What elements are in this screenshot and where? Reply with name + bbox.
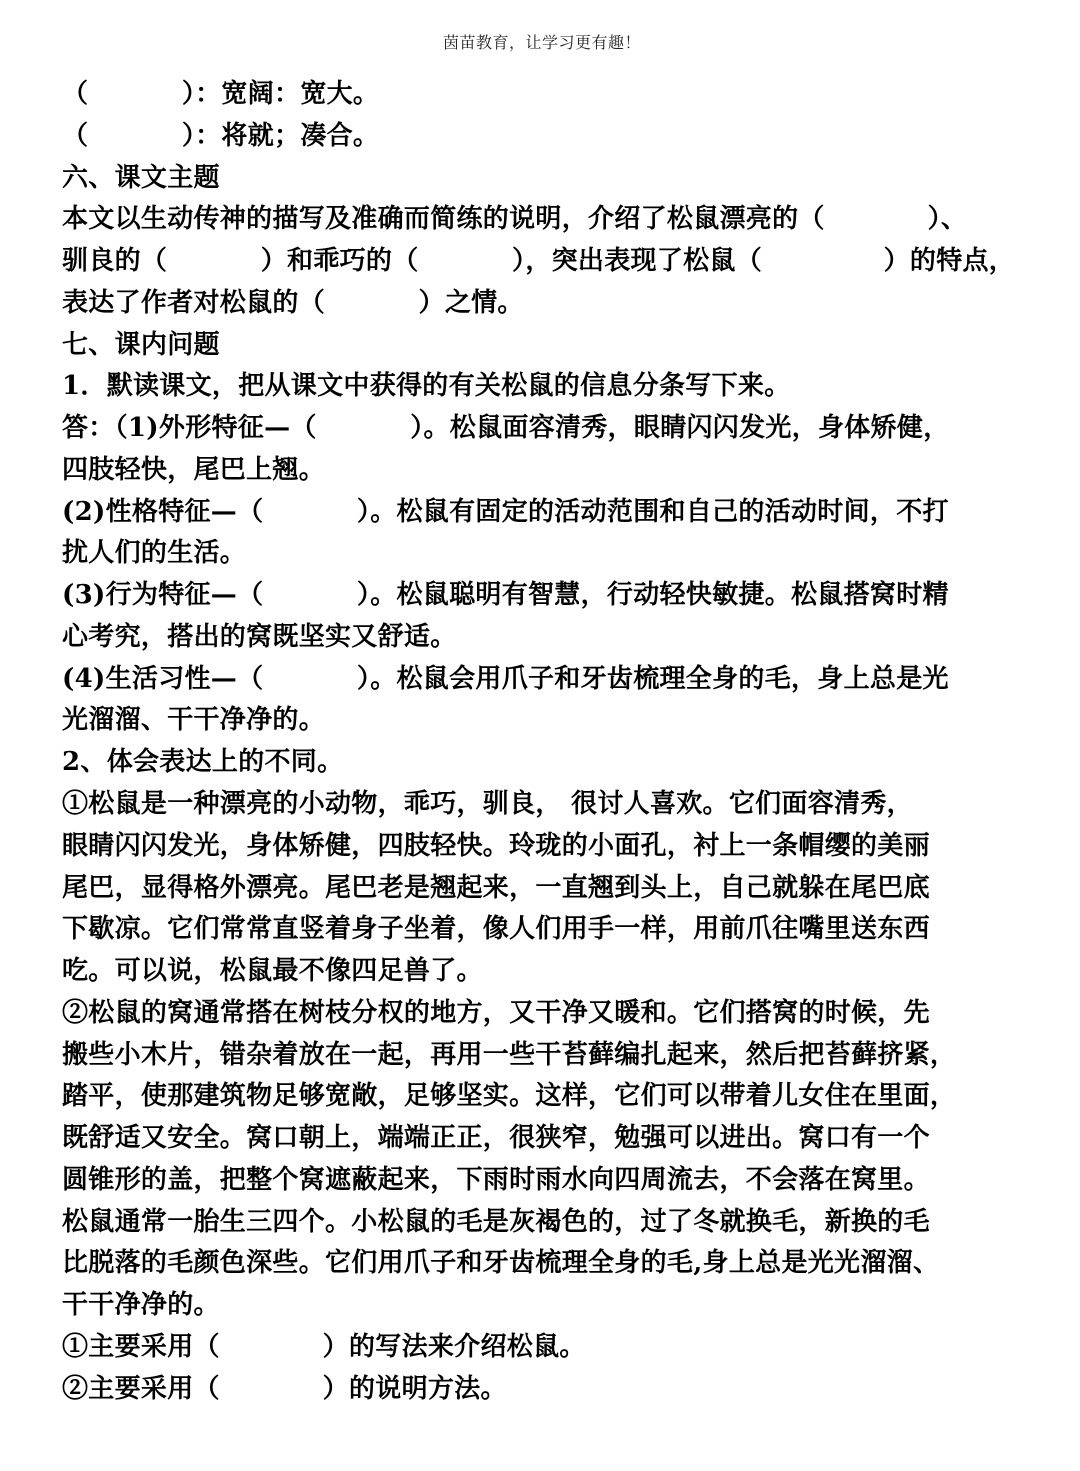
text-line: 吃。可以说，松鼠最不像四足兽了。 — [62, 956, 483, 987]
question-1: 1．默读课文，把从课文中获得的有关松鼠的信息分条写下来。 — [62, 371, 791, 402]
text-line: （ ）：宽阔：宽大。 — [62, 79, 380, 109]
text-line: 本文以生动传神的描写及准确而简练的说明，介绍了松鼠漂亮的（ ）、 — [62, 204, 968, 235]
text-line: 干干净净的。 — [62, 1290, 220, 1321]
text-line: 搬些小木片，错杂着放在一起，再用一些干苔藓编扎起来，然后把苔藓挤紧， — [62, 1039, 957, 1070]
document-body — [62, 75, 1022, 1410]
text-line: ①松鼠是一种漂亮的小动物，乖巧，驯良， 很讨人喜欢。它们面容清秀， — [62, 789, 913, 820]
text-line: 光溜溜、干干净净的。 — [62, 705, 326, 736]
text-line: 既舒适又安全。窝口朝上，端端正正，很狭窄，勉强可以进出。窝口有一个 — [62, 1123, 930, 1154]
text-line: 驯良的（ ）和乖巧的（ ），突出表现了松鼠（ ）的特点， — [62, 246, 1016, 277]
text-line: (2)性格特征—（ ）。松鼠有固定的活动范围和自己的活动时间，不打 — [62, 496, 949, 527]
text-line: 答：（1)外形特征—（ ）。松鼠面容清秀，眼睛闪闪发光，身体矫健， — [62, 413, 950, 444]
text-line: 踏平，使那建筑物足够宽敞，足够坚实。这样，它们可以带着儿女住在里面， — [62, 1081, 957, 1112]
text-line: ②主要采用（ ）的说明方法。 — [62, 1373, 507, 1404]
text-line: 表达了作者对松鼠的（ ）之情。 — [62, 287, 524, 318]
text-line: ②松鼠的窝通常搭在树枝分权的地方，又干净又暖和。它们搭窝的时候，先 — [62, 997, 930, 1028]
question-2: 2、体会表达上的不同。 — [62, 747, 344, 778]
text-line: (4)生活习性—（ ）。松鼠会用爪子和牙齿梳理全身的毛，身上总是光 — [62, 663, 949, 694]
section-heading-seven: 七、课内问题 — [62, 329, 220, 360]
text-line: (3)行为特征—（ ）。松鼠聪明有智慧，行动轻快敏捷。松鼠搭窝时精 — [62, 580, 949, 611]
page-header-watermark: 茵苗教育，让学习更有趣！ — [442, 33, 641, 52]
text-line: 四肢轻快，尾巴上翘。 — [62, 454, 326, 485]
text-line: 下歇凉。它们常常直竖着身子坐着，像人们用手一样，用前爪往嘴里送东西 — [62, 914, 930, 945]
text-line: ①主要采用（ ）的写法来介绍松鼠。 — [62, 1331, 586, 1362]
text-line: 尾巴，显得格外漂亮。尾巴老是翘起来，一直翘到头上，自己就躲在尾巴底 — [62, 872, 930, 903]
text-line: 圆锥形的盖，把整个窝遮蔽起来，下雨时雨水向四周流去，不会落在窝里。 — [62, 1164, 930, 1195]
section-heading-six: 六、课文主题 — [62, 162, 220, 193]
text-line: 眼睛闪闪发光，身体矫健，四肢轻快。玲珑的小面孔，衬上一条帽缨的美丽 — [62, 830, 930, 861]
text-line: （ ）：将就；凑合。 — [62, 120, 380, 151]
text-line: 比脱落的毛颜色深些。它们用爪子和牙齿梳理全身的毛,身上总是光光溜溜、 — [62, 1248, 940, 1279]
text-line: 松鼠通常一胎生三四个。小松鼠的毛是灰褐色的，过了冬就换毛，新换的毛 — [62, 1206, 930, 1237]
text-line: 心考究，搭出的窝既坚实又舒适。 — [62, 621, 457, 652]
text-line: 扰人们的生活。 — [62, 538, 247, 569]
